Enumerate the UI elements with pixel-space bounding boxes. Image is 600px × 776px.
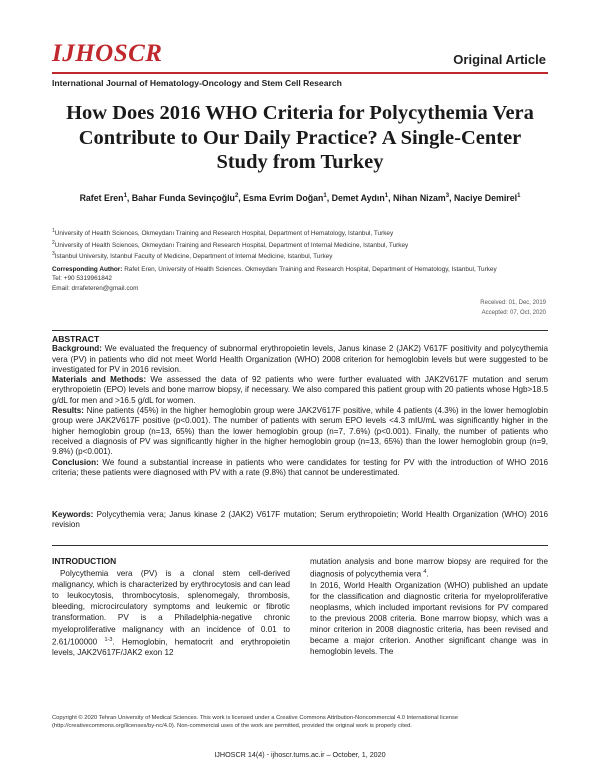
abstract-background-text: We evaluated the frequency of subnormal erythropoietin levels, Janus kinase 2 (JAK2) V617F positivity and polycythemia vera (PV) in patients who did not meet World Health Organization (WHO) 2008 criterion for hemoglobin levels but were suggested to be investigated for PV in 2016 revision. [52, 344, 549, 374]
affiliation-number: 1 [52, 228, 55, 234]
abstract-heading: ABSTRACT [52, 334, 100, 344]
abstract-results-label: Results: [52, 406, 84, 416]
author-affiliation-mark: 1 [384, 193, 389, 200]
author-affiliation-mark: 1 [517, 193, 521, 200]
abstract-background-label: Background: [52, 344, 102, 354]
author-name: Demet Aydın [331, 193, 385, 203]
citation-mark: 4 [423, 569, 427, 576]
introduction-text-tail: . Hemoglobin, hematocrit and erythropoietin levels, JAK2V617F/JAK2 exon 12 [52, 637, 291, 658]
author-list: Rafet Eren$^1$, Bahar Funda Sevinçoğlu$^2$, Esma Evrim Doğan$^1$, Demet Aydın$^1$, Nihan Nizam$^3$, Naciye Demirel$^1$ [79, 193, 521, 203]
abstract-results-text: Nine patients (45%) in the higher hemoglobin group were JAK2V617F positive, while 4 patients (4.3%) in the lower hemoglobin group were JAK2V617F positive (p<0.001). The number of patients with serum EPO levels <4.3 mIU/mL was significantly higher in the higher hemoglobin group (n=13, 65%) than the lower hemoglobin group (n=7, 7.6%) (p<0.001). Finally, the number of patients who received a diagnosis of PV was significantly higher in the higher hemoglobin group (n=13, 65%) than the lower hemoglobin group (n=9, 9.8%) (p<0.001). [52, 406, 548, 457]
received-date: Received: 01, Dec, 2019 [480, 300, 546, 306]
citation-mark: 1-3 [104, 636, 113, 643]
author-name: Bahar Funda Sevinçoğlu [131, 193, 235, 203]
affiliation-number: 2 [52, 239, 55, 246]
accepted-date: Accepted: 07, Oct, 2020 [481, 310, 546, 316]
abstract-section [52, 334, 548, 478]
affiliation-text: University of Health Sciences, Okmeydanı Training and Research Hospital, Department of Hematology, Istanbul, Turkey [54, 230, 394, 238]
copyright-notice: Copyright © 2020 Tehran University of Medical Sciences. This work is licensed under a Creative Commons Attribution-Noncommercial 4.0 International license (http://creativecommons.org/licenses/by-nc/4.0). Non-commercial uses of the work are permitted, provided the original work is properly cited. [52, 715, 459, 730]
affiliation-number: 3 [52, 251, 55, 258]
header-divider [52, 72, 548, 74]
abstract-background [52, 344, 548, 375]
author-name: Esma Evrim Doğan [243, 193, 324, 203]
abstract-methods-text: We assessed the data of 92 patients who were further evaluated with JAK2V617F mutation and serum erythropoietin (EPO) levels and bone marrow biopsy, if necessary. We also compared this patient group with 20 patients whose Hgb>18.5 g/dL for men and >16.5 g/dL for women. [52, 375, 549, 405]
abstract-conclusion-text: We found a substantial increase in patients who were candidates for testing for PV with the introduction of WHO 2016 criteria; these patients were diagnosed with PV with a rate (9.8%) that cannot be underestimated. [52, 457, 548, 477]
affiliation-item [52, 239, 408, 251]
correspondence-block [52, 265, 548, 293]
correspondence-email: Email: drrafeteren@gmail.com [52, 284, 139, 292]
introduction-text: Polycythemia vera (PV) is a clonal stem cell-derived malignancy, which is characterized by erythrocytosis and can lead to leukocytosis, thrombocytosis, splenomegaly, thrombosis, bleeding, microcirculatory symptoms and leukemic or fibrotic transformation. PV is a Philadelphia-negative chronic myeloproliferative malignancy with an incidence of 0.01 to 2.61/100000 [52, 569, 290, 647]
introduction-heading: INTRODUCTION [52, 556, 117, 566]
correspondence-text: Rafet Eren, University of Health Sciences. Okmeydanı Training and Research Hospital, Department of Hematology, Istanbul, Turkey [124, 266, 497, 273]
affiliation-item [52, 227, 408, 239]
abstract-top-rule [52, 330, 548, 331]
body-left-column [52, 556, 290, 659]
abstract-results [52, 406, 548, 457]
page-footer: IJHOSCR 14(4) - ijhoscr.tums.ac.ir – October, 1, 2020 [214, 750, 386, 759]
body-right-column [310, 556, 548, 658]
affiliation-item [52, 250, 408, 262]
correspondence-label: Corresponding Author: [52, 266, 123, 273]
abstract-methods-label: Materials and Methods: [52, 375, 147, 385]
right-paragraph-1-text: mutation analysis and bone marrow biopsy are required for the diagnosis of polycythemia vera [310, 557, 548, 579]
journal-full-name: International Journal of Hematology-Oncology and Stem Cell Research [52, 78, 342, 88]
author-name: Rafet Eren [79, 193, 124, 203]
introduction-paragraph [52, 568, 290, 658]
affiliation-text: University of Health Sciences, Okmeydanı Training and Research Hospital, Department of Internal Medicine, Istanbul, Turkey [54, 241, 409, 249]
right-paragraph-1-tail: . [426, 569, 429, 579]
author-affiliation-mark: 1 [323, 193, 327, 200]
journal-logo: IJHOSCR [52, 40, 163, 67]
abstract-methods [52, 375, 548, 406]
author-affiliation-mark: 2 [234, 193, 239, 200]
keywords-section [52, 510, 548, 531]
abstract-conclusion-label: Conclusion: [52, 457, 99, 467]
paper-title: How Does 2016 WHO Criteria for Polycythemia Vera Contribute to Our Daily Practice? A Single-Center Study from Turkey [66, 102, 534, 173]
author-name: Nihan Nizam [392, 193, 446, 203]
abstract-bottom-rule [52, 545, 548, 546]
keywords-text: Polycythemia vera; Janus kinase 2 (JAK2) V617F mutation; Serum erythropoietin; World Health Organization (WHO) 2016 revision [52, 510, 549, 530]
keywords-label: Keywords: [52, 510, 94, 519]
author-name: Naciye Demirel [453, 193, 518, 203]
author-affiliation-mark: 1 [123, 193, 127, 200]
article-dates [480, 298, 546, 318]
right-paragraph-2: In 2016, World Health Organization (WHO) published an update for the classification and diagnostic criteria for myeloproliferative neoplasms, which included important revisions for PV compared to the previous 2008 criteria. Bone marrow biopsy, which was a minor criterion in 2008 diagnostic criteria, has been revised and became a major criterion. Another significant change was in hemoglobin levels. The [310, 580, 548, 657]
abstract-conclusion [52, 458, 548, 479]
correspondence-tel: Tel: +90 5319961842 [52, 275, 112, 283]
article-type-label: Original Article [453, 52, 546, 67]
affiliation-list [52, 227, 408, 262]
right-paragraph-1 [310, 556, 548, 580]
author-affiliation-mark: 3 [445, 193, 450, 200]
affiliation-text: Istanbul University, Istanbul Faculty of Medicine, Department of Internal Medicine, Istanbul, Turkey [54, 253, 333, 261]
